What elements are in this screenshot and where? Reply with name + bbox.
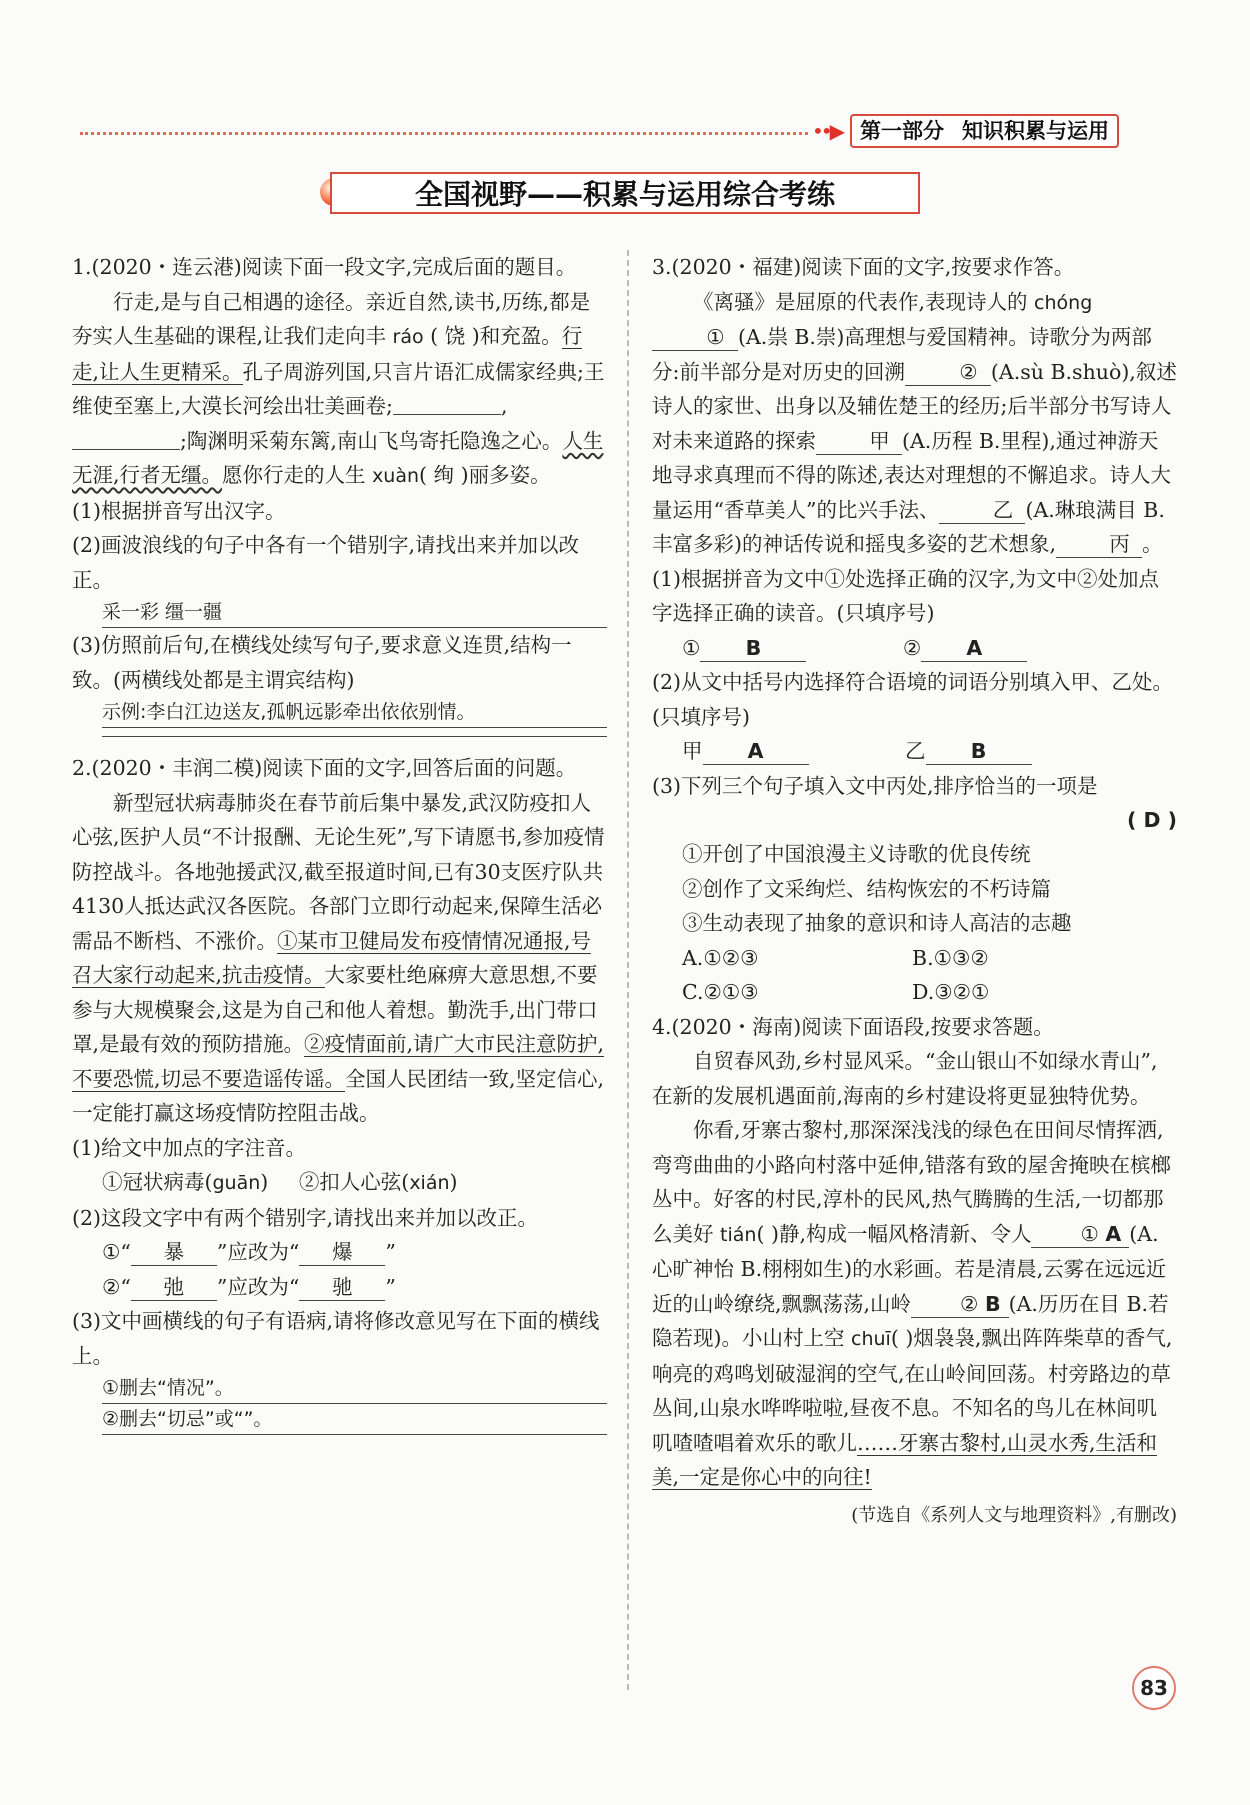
q3-choices-row2 [652, 975, 1177, 1010]
header-tag [812, 114, 1119, 148]
q1-underlined: 行走,让人生更精采。 [72, 324, 583, 384]
q3-sub1: (1)根据拼音为文中①处选择正确的汉字,为文中②处加点字选择正确的读音。(只填序号) [652, 566, 1160, 625]
q2-underline-1: ①某市卫健局发布疫情情况通报,号召大家行动起来,抗击疫情。 [72, 928, 592, 987]
q4-underlined: ……牙寨古黎村,山灵水秀,生活和美,一定是你心中的向往! [652, 1430, 1158, 1489]
choice-b: B.①③② [912, 945, 989, 970]
q4-head: 4.(2020・海南)阅读下面语段,按要求答题。 [652, 1014, 1054, 1039]
q3-blank-1[interactable]: ① [652, 324, 738, 351]
q1-wavy: 人生无涯,行者无缰。 [72, 428, 604, 487]
q3-option-2: ②创作了文采绚烂、结构恢宏的不朽诗篇 [682, 876, 1051, 901]
q3-answer-3: ( D ) [1126, 808, 1177, 832]
q3-sub2: (2)从文中括号内选择符合语境的词语分别填入甲、乙处。(只填序号) [652, 670, 1174, 729]
choice-c: C.②①③ [682, 980, 759, 1004]
q3-choices-row1 [652, 941, 1177, 976]
q1-sub3: (3)仿照前后句,在横线处续写句子,要求意义连贯,结构一致。(两横线处都是主谓宾结构) [72, 633, 572, 692]
q2-underline-2: ②疫情面前,请广大市民注意防护,不要恐慌,切忌不要造谣传谣。 [72, 1032, 605, 1091]
q1-answer-2: 采一彩 缰一疆 [102, 597, 607, 628]
header-box [850, 114, 1119, 148]
q4-source: (节选自《系列人文与地理资料》,有删改) [851, 1504, 1177, 1526]
q2-sub1: (1)给文中加点的字注音。 [72, 1135, 307, 1160]
q1-answer-3: 示例:李白江边送友,孤帆远影牵出依依别情。 [102, 697, 607, 728]
q1-answer-line-2 [102, 728, 607, 737]
choice-d: D.③②① [912, 980, 990, 1004]
q1-head: 1.(2020・连云港)阅读下面一段文字,完成后面的题目。 [72, 255, 577, 279]
q4-paragraph-1: 自贸春风劲,乡村显风采。“金山银山不如绿水青山”,在新的发展机遇面前,海南的乡村建设将更显独特优势。 [652, 1049, 1158, 1108]
column-divider [627, 250, 629, 1690]
q2-answer-1: ①冠状病毒(guān) ②扣人心弦(xián) [102, 1170, 458, 1194]
header-dotted-rule [80, 132, 808, 135]
q2-passage: 新型冠状病毒肺炎在春节前后集中暴发,武汉防疫扣人心弦,医护人员“不计报酬、无论生死”,写下请愿书,参加疫情防控战斗。各地弛援武汉,截至报道时间,已有30支医疗队共4130人抵达武汉各医院。各部门立即行动起来,保障生活必需品不断档、不涨价。①某市卫健局发布疫情情况通报,号召大家行动起来,抗击疫情。大家要杜绝麻痹大意思想,不要参与大规模聚会,这是为自己和他人着想。勤洗手,出门带口罩,是最有效的预防措施。②疫情面前,请广大市民注意防护,不要恐慌,切忌不要造谣传谣。全国人民团结一致,坚定信心,一定能打赢这场疫情防控阻击战。 [72, 790, 605, 1125]
q3-passage: 《离骚》是屈原的代表作,表现诗人的 chóng ① (A.祟 B.崇)高理想与爱国精神。诗歌分为两部分:前半部分是对历史的回溯 ② (A.sù B.shuò),叙述诗人的家世、出身以及辅佐楚王的经历;后半部分书写诗人对未来道路的探索 甲 (A.历程 B.里程),通过神游天地寻求真理而不得的陈述,表达对理想的不懈追求。诗人大量运用“香草美人”的比兴手法、 乙 (A.琳琅满目 B.丰富多彩)的神话传说和摇曳多姿的艺术想象, 丙 。 [652, 289, 1177, 556]
q3-blank-3[interactable]: 甲 [816, 428, 902, 455]
q1-sub2: (2)画波浪线的句子中各有一个错别字,请找出来并加以改正。 [72, 533, 580, 592]
q2-answer-2a: ①“ 暴 ”应改为“ 爆 ” [102, 1240, 396, 1264]
q4-blank-2[interactable]: ② B [911, 1291, 1009, 1318]
q2-head: 2.(2020・丰润二模)阅读下面的文字,回答后面的问题。 [72, 756, 577, 780]
left-column [72, 250, 607, 1435]
q4-paragraph-2: 你看,牙寨古黎村,那深深浅浅的绿色在田间尽情挥洒,弯弯曲曲的小路向村落中延伸,错落有致的屋舍掩映在槟榔丛中。好客的村民,淳朴的民风,热气腾腾的生活,一切都那么美好 tián( )静,构成一幅风格清新、令人 ① A (A.心旷神怡 B.栩栩如生)的水彩画。若是清晨,云雾在远远近近的山岭缭绕,飘飘荡荡,山岭 ② B (A.历历在目 B.若隐若现)。小山村上空 chuī( )烟袅袅,飘出阵阵柴草的香气,响亮的鸡鸣划破湿润的空气,在山岭间回荡。村旁路边的草丛间,山泉水哗哗啦啦,昼夜不息。不知名的鸟儿在林间叽叽喳喳唱着欢乐的歌儿……牙寨古黎村,山灵水秀,生活和美,一定是你心中的向往! [652, 1118, 1173, 1489]
header-part: 第一部分 [859, 119, 944, 143]
page-number: 83 [1132, 1666, 1176, 1710]
q1-blank-1[interactable] [393, 392, 501, 415]
q3-answer-row [652, 803, 1177, 837]
q3-blank-4[interactable]: 乙 [939, 497, 1025, 524]
q2-answer-2b: ②“ 弛 ”应改为“ 驰 ” [102, 1274, 396, 1299]
q2-sub2: (2)这段文字中有两个错别字,请找出来并加以改正。 [72, 1205, 539, 1230]
choice-a: A.①②③ [682, 945, 759, 970]
q3-option-1: ①开创了中国浪漫主义诗歌的优良传统 [682, 842, 1031, 866]
q1-passage: 行走,是与自己相遇的途径。亲近自然,读书,历练,都是夯实人生基础的课程,让我们走向丰 ráo ( 饶 )和充盈。行走,让人生更精采。孔子周游列国,只言片语汇成儒家经典;王维使至塞上,大漠长河绘出壮美画卷; ,;陶渊明采菊东篱,南山飞鸟寄托隐逸之心。人生无涯,行者无缰。愿你行走的人生 xuàn( 绚 )丽多姿。 [72, 289, 605, 487]
q2-answer-3b: ②删去“切忌”或“”。 [102, 1404, 607, 1435]
q2-sub3: (3)文中画横线的句子有语病,请将修改意见写在下面的横线上。 [72, 1309, 600, 1368]
q3-blank-5[interactable]: 丙 [1056, 531, 1142, 558]
section-title: 全国视野——积累与运用综合考练 [330, 172, 920, 214]
q3-answer-2: 甲 A 乙 B [652, 734, 1177, 769]
q3-sub3: (3)下列三个句子填入文中丙处,排序恰当的一项是 [652, 773, 1098, 798]
q2-answer-3a: ①删去“情况”。 [102, 1373, 607, 1404]
q3-answer-1: ① B ② A [652, 631, 1177, 666]
q3-head: 3.(2020・福建)阅读下面的文字,按要求作答。 [652, 255, 1075, 279]
arrow-icon: ••▶ [812, 119, 842, 143]
q3-blank-2[interactable]: ② [905, 359, 991, 386]
right-column [652, 250, 1177, 1533]
q3-option-3: ③生动表现了抽象的意识和诗人高洁的志趣 [682, 911, 1072, 935]
q4-blank-1[interactable]: ① A [1031, 1221, 1129, 1248]
q1-blank-2[interactable] [72, 427, 180, 450]
q1-sub1: (1)根据拼音写出汉字。 [72, 498, 286, 523]
header-title: 知识积累与运用 [961, 119, 1109, 143]
